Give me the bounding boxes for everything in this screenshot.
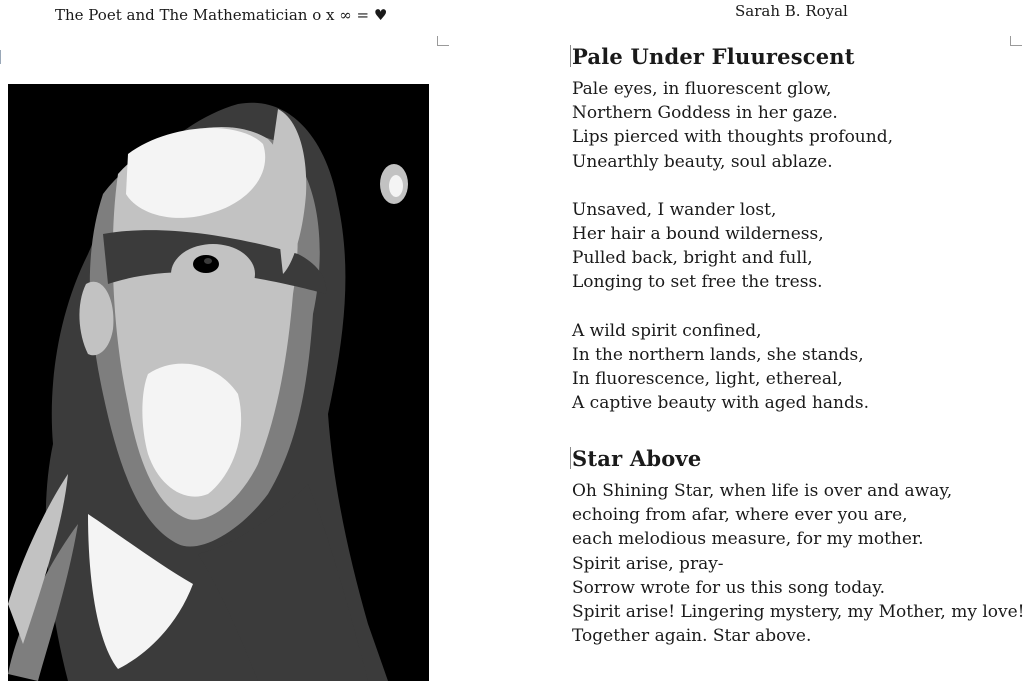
- poem-line: Pale eyes, in fluorescent glow,: [572, 79, 832, 99]
- poem-1-stanza-2: [572, 198, 1022, 295]
- poem-line: Northern Goddess in her gaze.: [572, 103, 838, 124]
- poem-line: Unsaved, I wander lost,: [572, 199, 777, 220]
- poem-line: Oh Shining Star, when life is over and away,: [572, 481, 953, 501]
- poem-line: Spirit arise, pray-: [572, 553, 724, 574]
- header-title: The Poet and The Mathematician o x ∞ = ♥: [55, 6, 388, 24]
- portrait-eye-highlight: [204, 258, 212, 264]
- poem-1-title: Pale Under Fluurescent: [572, 44, 855, 69]
- poem-line: Lips pierced with thoughts profound,: [572, 127, 893, 148]
- poem-line: Together again. Star above.: [572, 626, 812, 647]
- poem-line: each melodious measure, for my mother.: [572, 529, 924, 550]
- poem-1: [572, 44, 1022, 439]
- poem-1-stanza-1: [572, 77, 1022, 174]
- text-cursor-mark-2: [570, 447, 571, 469]
- poem-line: Sorrow wrote for us this song today.: [572, 577, 886, 598]
- portrait-earring-center: [389, 175, 403, 197]
- page-edge-marker: [0, 50, 1, 64]
- poem-line: In fluorescence, light, ethereal,: [572, 369, 843, 390]
- poem-2-stanza-1: [572, 479, 1022, 648]
- poem-line: Unearthly beauty, soul ablaze.: [572, 151, 833, 172]
- poem-line: In the northern lands, she stands,: [572, 344, 864, 365]
- poem-line: Pulled back, bright and full,: [572, 248, 813, 269]
- portrait-glasses-lens: [171, 244, 255, 304]
- poem-line: A wild spirit confined,: [572, 320, 762, 341]
- portrait-illustration-icon: [8, 84, 429, 681]
- poem-2: [572, 446, 1022, 672]
- poem-line: Her hair a bound wilderness,: [572, 224, 824, 245]
- poem-line: echoing from afar, where ever you are,: [572, 505, 908, 526]
- margin-corner-mark-left: [437, 36, 449, 46]
- text-cursor-mark-1: [570, 45, 571, 67]
- poem-line: A captive beauty with aged hands.: [572, 393, 870, 414]
- poem-1-stanza-3: [572, 319, 1022, 416]
- portrait-eye: [193, 255, 219, 273]
- poem-line: Longing to set free the tress.: [572, 272, 823, 293]
- poem-line: Spirit arise! Lingering mystery, my Mother, my love!: [572, 602, 1024, 623]
- poem-2-title: Star Above: [572, 446, 702, 471]
- header-author: Sarah B. Royal: [735, 2, 848, 20]
